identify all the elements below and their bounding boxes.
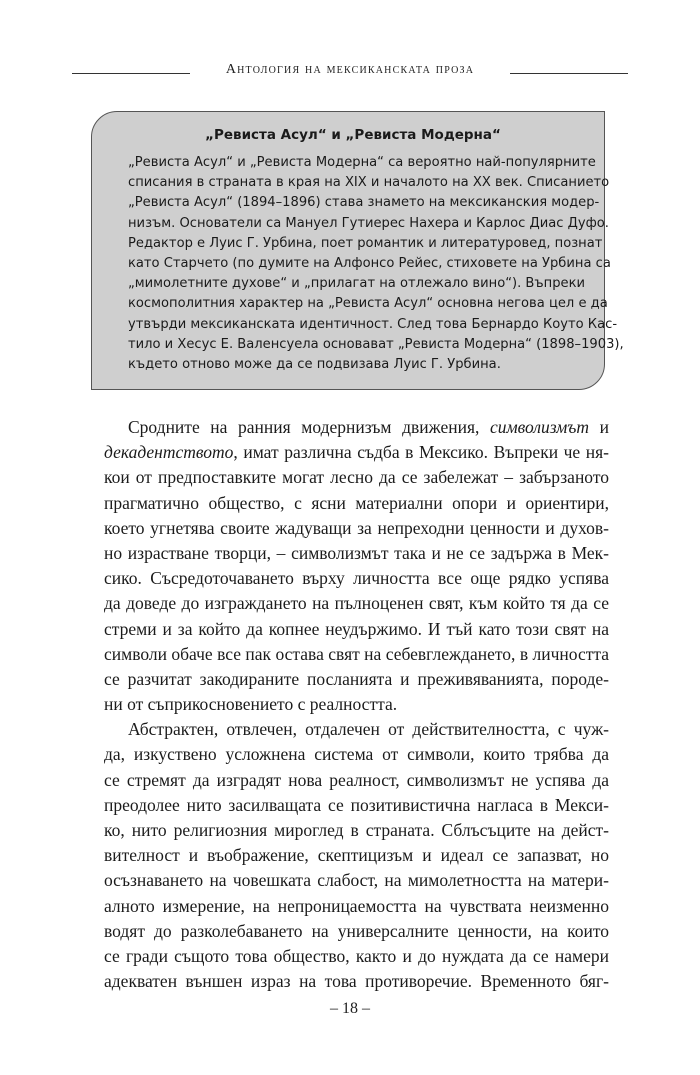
body-line: ни от съприкосновението с реалността. bbox=[104, 694, 398, 715]
body-text-run: , имат различна съдба в Мексико. Въпреки че ня- bbox=[233, 442, 609, 463]
sidebar-line: „Ревиста Асул“ (1894–1896) става знамето на мексиканския модер- bbox=[128, 195, 600, 211]
running-head-rule-right bbox=[510, 73, 628, 74]
body-emphasis: декадентството bbox=[104, 442, 234, 463]
sidebar-line: като Старчето (по думите на Алфонсо Рейес, стиховете на Урбина са bbox=[128, 256, 611, 272]
body-line: стреми и за който да копнее неудържимо. И тъй като този свят на bbox=[104, 618, 609, 639]
sidebar-line: където отново може да се подвизава Луис Г. Урбина. bbox=[128, 357, 501, 373]
running-head bbox=[72, 62, 628, 86]
body-line: ко, нито религиозния мироглед в страната. Сблъсъците на дейст- bbox=[104, 820, 609, 840]
sidebar-box bbox=[91, 111, 624, 390]
body-line: сико. Съсредоточаването върху личността все още рядко успява bbox=[104, 568, 609, 589]
body-line: кои от предпоставките могат лесно да се забележат – забързаното bbox=[104, 467, 609, 488]
body-line bbox=[104, 440, 609, 465]
body-line: адекватен външен израз на това противоречие. Временното бяг- bbox=[104, 971, 609, 992]
body-line: алното измерение, на непроницаемостта на чувствата неизменно bbox=[104, 895, 609, 916]
body-line: което угнетява своите жадуващи за непреходни ценности и духов- bbox=[104, 517, 609, 538]
body-text-run: Сродните на ранния модернизъм движения, bbox=[128, 417, 490, 437]
body-emphasis: символизмът bbox=[490, 417, 590, 437]
body-line: се разчитат закодираните посланията и преживяванията, породе- bbox=[104, 668, 609, 689]
body-line: прагматично общество, с ясни материални опори и ориентири, bbox=[104, 492, 609, 513]
sidebar-line: низъм. Основатели са Мануел Гутиерес Нахера и Карлос Диас Дуфо. bbox=[128, 215, 609, 231]
body-line: да доведе до изграждането на пълноценен свят, към който тя да се bbox=[104, 593, 609, 614]
body-line: да, изкуствено усложнена система от символи, които трябва да bbox=[104, 744, 609, 765]
body-line: но израстване творци, – символизмът така и не се задържа в Мек- bbox=[104, 542, 609, 563]
running-head-title: Антология на мексиканската проза bbox=[225, 62, 475, 77]
body-text-run: и bbox=[589, 417, 609, 437]
sidebar-line: „мимолетните духове“ и „прилагат на отлежало вино“). Въпреки bbox=[128, 276, 585, 292]
body-line: вителност и въображение, скептицизъм и идеал се запазват, но bbox=[104, 845, 609, 866]
sidebar-title: „Ревиста Асул“ и „Ревиста Модерна“ bbox=[205, 127, 501, 143]
sidebar-line: „Ревиста Асул“ и „Ревиста Модерна“ са вероятно най-популярните bbox=[128, 155, 596, 170]
body-line: Абстрактен, отвлечен, отдалечен от действителността, с чуж- bbox=[128, 719, 609, 740]
sidebar-line: списания в страната в края на XIX и началото на XX век. Списанието bbox=[128, 175, 610, 191]
body-text bbox=[104, 415, 609, 994]
body-line: символи обаче все пак остава свят на себевглеждането, в личността bbox=[104, 643, 609, 664]
body-line: водят до разколебаването на универсалните ценности, на които bbox=[104, 920, 609, 941]
body-line: осъзнаването на човешката слабост, на мимолетността на матери- bbox=[104, 870, 609, 891]
body-line: преодолее нито засилващата се позитивистична нагласа в Мекси- bbox=[104, 794, 609, 815]
body-line: се гради същото това общество, както и до нуждата да се намери bbox=[104, 945, 609, 966]
sidebar-line: космополитния характер на „Ревиста Асул“ основна негова цел е да bbox=[128, 296, 608, 312]
page-number: – 18 – bbox=[330, 1000, 370, 1017]
body-line: се стремят да изградят нова реалност, символизмът не успява да bbox=[104, 769, 609, 790]
sidebar-line: утвърди мексиканската идентичност. След това Бернардо Коуто Кас- bbox=[128, 316, 618, 332]
sidebar-line: тило и Хесус Е. Валенсуела основават „Ревиста Модерна“ (1898–1903), bbox=[128, 336, 624, 352]
sidebar-line: Редактор е Луис Г. Урбина, поет романтик и литературовед, познат bbox=[128, 235, 603, 251]
body-line bbox=[104, 415, 609, 440]
